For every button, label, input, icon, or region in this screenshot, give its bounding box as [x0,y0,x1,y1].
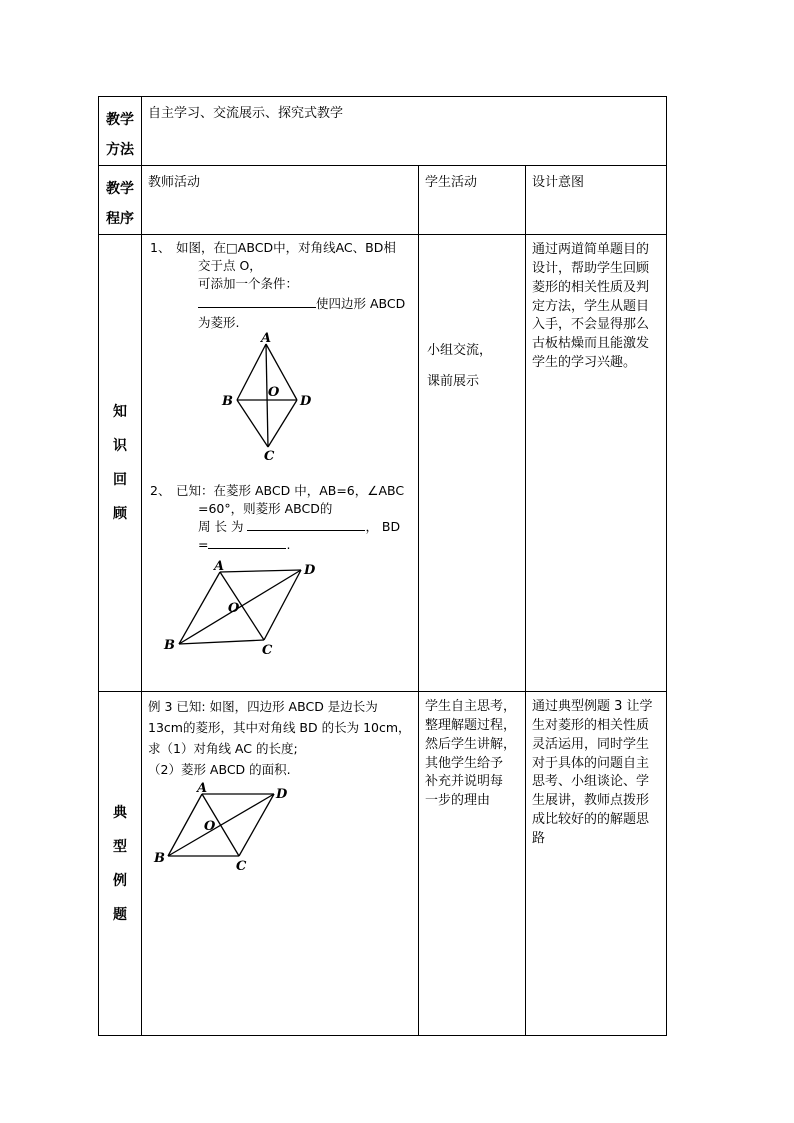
q2-line-1 [150,482,412,500]
question-2 [150,482,412,659]
example-line: 求（1）对角线 AC 的长度; [148,741,298,756]
example-intent-line: 生对菱形的相关性质 [532,717,650,733]
review-student-line: 课前展示 [427,374,480,389]
review-student-activity [419,235,526,692]
q2-label-b: B [164,638,175,654]
question-1 [150,239,412,464]
ex-label-c: C [236,859,247,874]
row-typical-example [99,692,667,1036]
ex-label-b: B [154,851,165,866]
q2-text-4: = [198,537,209,552]
q1-label-b: B [222,393,233,409]
q2-text-3: 周 长 为 [198,518,244,534]
review-intent-line: 通过两道简单题目的 [532,242,650,257]
example-student-line: 学生自主思考， [425,699,517,714]
q1-line-4 [150,295,412,313]
review-questions [142,235,419,692]
q2-bd-blank[interactable] [208,536,286,549]
q2-edge-bc [179,640,264,644]
example-line: （2）菱形 ABCD 的面积. [148,762,291,777]
q1-answer-blank[interactable] [198,295,316,308]
example-intent-line: 灵活运用，同时学生 [532,736,650,752]
example-intent-line: 成比较好的的解题思 [532,812,650,828]
teaching-method-text: 自主学习、交流展示、探究式教学 [148,106,344,121]
q2-edge-ad [220,570,301,572]
q2-number: 2、 [150,482,171,498]
review-design-intent [526,235,667,692]
header-line: 方法 [106,142,134,158]
q1-edge-ab [237,344,266,400]
col-header-teacher [142,166,419,235]
col-header-teacher-text: 教师活动 [148,175,201,190]
example-intent-line: 路 [532,830,546,846]
header-teaching-method [99,97,142,166]
example-problem [142,692,419,1036]
header-line: 教学 [106,112,134,128]
example-rhombus-figure [148,782,410,874]
q1-label-d: D [300,393,312,409]
ex-label-d: D [276,787,288,802]
q2-line-3 [150,518,412,536]
example-line: 例 3 已知: 如图，四边形 ABCD 是边长为 [148,699,378,714]
header-char: 识 [113,438,127,454]
header-char: 知 [113,404,127,420]
q1-line-1 [150,239,412,257]
example-student-activity [419,692,526,1036]
q1-label-c: C [264,448,275,464]
header-char: 题 [113,906,127,923]
q2-text-4b: . [286,537,291,552]
q2-perimeter-blank[interactable] [247,518,365,531]
header-typical-example [99,692,142,1036]
teaching-method-content [142,97,667,166]
ex-diagonal-bd [168,794,274,856]
example-design-intent [526,692,667,1036]
review-intent-line: 古板枯燥而且能激发 [532,336,650,352]
header-char: 顾 [113,506,127,522]
example-student-line: 一步的理由 [425,793,491,809]
q1-label-o: O [268,384,280,400]
row-teaching-method [99,97,667,166]
q1-text-2: 交于点 O， [198,258,262,274]
q1-edge-bc [237,400,268,447]
review-intent-line: 菱形的相关性质及判 [532,279,650,295]
example-student-line: 然后学生讲解， [425,736,517,752]
review-student-line: 小组交流， [427,343,493,358]
ex-edge-dc [239,794,274,856]
example-student-line: 补充并说明每 [425,774,504,790]
col-header-intent [526,166,667,235]
q1-text-1: 如图，在□ABCD中，对角线AC、BD相 [176,240,396,255]
q1-label-a: A [261,330,272,346]
q2-text-1: 已知：在菱形 ABCD 中，AB=6，∠ABC [176,482,405,498]
col-header-student [419,166,526,235]
header-line: 教学 [106,181,134,197]
row-knowledge-review [99,235,667,692]
q2-edge-ab [179,572,220,644]
q2-text-3b: ， BD [365,518,401,534]
lesson-plan-table [98,96,667,1036]
q1-number: 1、 [150,240,171,255]
example-student-line: 其他学生给予 [425,755,504,771]
header-char: 典 [113,804,127,821]
review-intent-line: 定方法，学生从题目 [532,298,650,314]
header-char: 例 [113,872,127,889]
review-intent-line: 设计，帮助学生回顾 [532,260,650,276]
q1-edge-cd [268,400,297,447]
q1-text-4: 使四边形 ABCD [316,296,406,312]
ex-label-o: O [204,819,216,834]
example-line: 13cm的菱形，其中对角线 BD 的长为 10cm， [148,720,411,735]
example-intent-line: 通过典型例题 3 让学 [532,699,653,714]
ex-label-a: A [197,781,208,796]
q1-rhombus-figure [150,330,412,464]
q2-label-c: C [262,643,273,659]
q2-line-4 [150,536,412,554]
q1-text-5: 为菱形. [198,314,240,330]
col-header-student-text: 学生活动 [425,175,478,190]
q2-label-a: A [214,559,225,575]
header-line: 程序 [106,211,134,227]
row-teaching-procedure [99,166,667,235]
q2-text-2: =60°，则菱形 ABCD的 [198,500,333,516]
header-knowledge-review [99,235,142,692]
header-char: 回 [113,472,127,488]
example-intent-line: 对于具体的问题自主 [532,755,650,771]
q2-label-d: D [304,563,316,579]
header-char: 型 [113,838,127,855]
q1-text-3: 可添加一个条件： [198,276,299,292]
header-teaching-procedure [99,166,142,235]
review-intent-line: 入手，不会显得那么 [532,317,650,333]
example-intent-line: 思考、小组谈论、学 [532,774,650,790]
example-intent-line: 生展讲，教师点拨形 [532,793,650,809]
example-student-line: 整理解题过程， [425,717,517,733]
q2-rhombus-figure [150,559,412,659]
q2-label-o: O [228,601,240,617]
col-header-intent-text: 设计意图 [532,175,585,190]
q2-diagonal-bd [179,570,301,644]
review-intent-line: 学生的学习兴趣。 [532,355,637,371]
